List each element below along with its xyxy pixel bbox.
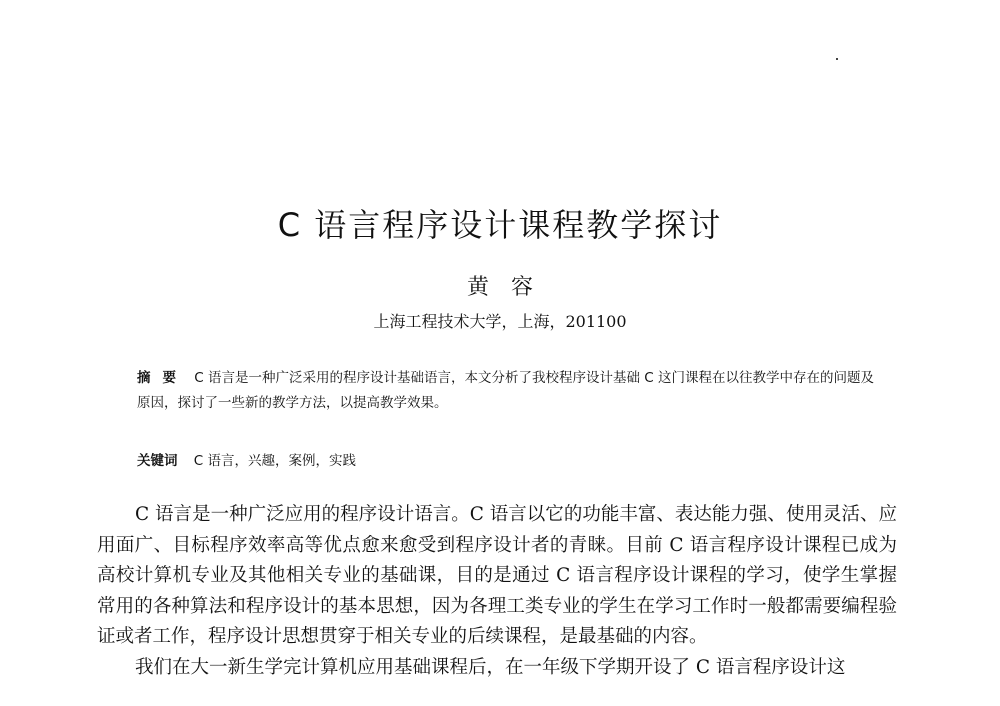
keywords-label: 关键词: [137, 453, 178, 469]
keywords-text: C 语言，兴趣，案例，实践: [193, 453, 357, 469]
author-name: 黄容: [466, 275, 555, 300]
body-text: [97, 500, 897, 683]
author-affiliation: 上海工程技术大学，上海，201100: [373, 312, 627, 331]
abstract-text: C 语言是一种广泛采用的程序设计基础语言，本文分析了我校程序设计基础 C 这门课程在以往教学中存在的问题及原因，探讨了一些新的教学方法，以提高教学效果。: [137, 370, 875, 411]
keywords-block: [137, 449, 877, 473]
body-paragraph: 我们在大一新生学完计算机应用基础课程后，在一年级下学期开设了 C 语言程序设计这: [135, 656, 846, 678]
body-paragraph: C 语言是一种广泛应用的程序设计语言。C 语言以它的功能丰富、表达能力强、使用灵活、应用面广、目标程序效率高等优点愈来愈受到程序设计者的青睐。目前 C 语言程序设计课程已成为高校计算机专业及其他相关专业的基础课，目的是通过 C 语言程序设计课程的学习，使学生掌握常用的各种算法和程序设计的基本思想，因为各理工类专业的学生在学习工作时一般都需要编程验证或者工作，程序设计思想贯穿于相关专业的后续课程，是最基础的内容。: [97, 504, 897, 647]
scan-speck: [836, 58, 838, 60]
paper-title: C 语言程序设计课程教学探讨: [277, 206, 723, 244]
abstract-label: 摘要: [137, 370, 188, 386]
abstract-block: [137, 366, 877, 416]
